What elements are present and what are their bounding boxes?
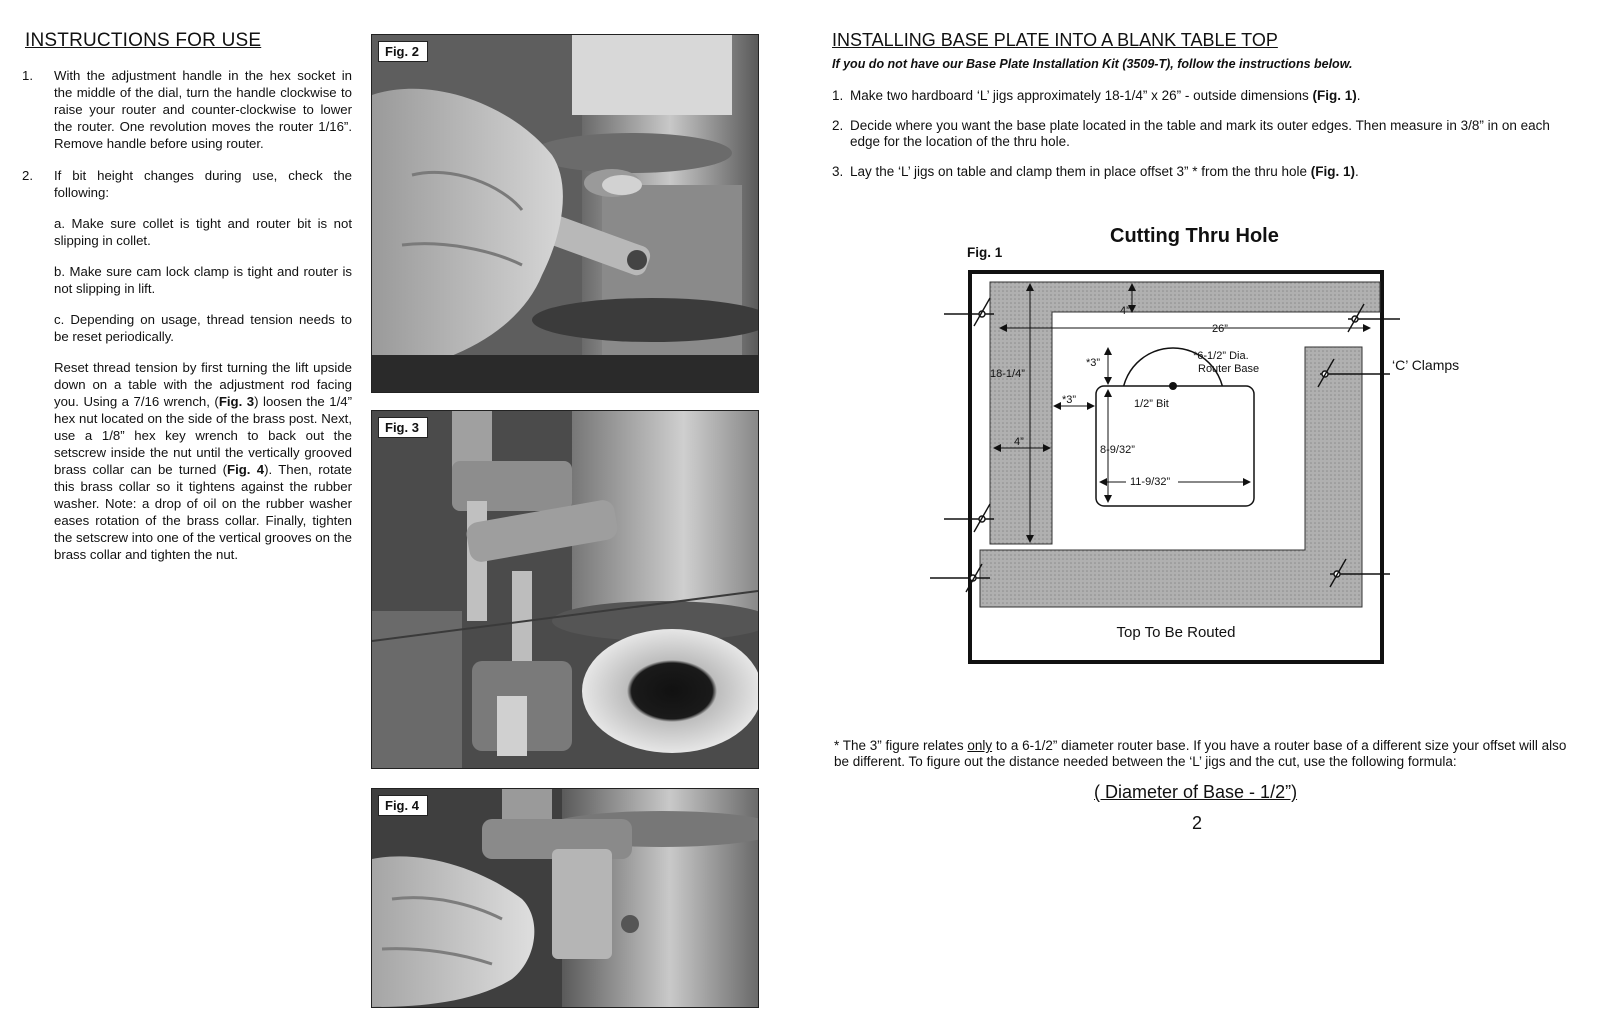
page-number: 2 (1192, 813, 1203, 833)
fig3-label: Fig. 3 (378, 417, 428, 438)
instruction-number: 1. (22, 68, 33, 83)
reset-text-1: Reset thread tension by first turning the lift upside down on a table with the adjustment rod facing you. Using a 7/16 wrench, ( (54, 360, 352, 409)
formula: ( Diameter of Base - 1/2”) (1094, 782, 1298, 802)
photo-fig3 (371, 410, 759, 769)
photo-fig3-image (372, 411, 758, 768)
bit-label: 1/2” Bit (1134, 398, 1169, 410)
diagram-title: Cutting Thru Hole (1110, 225, 1279, 247)
step-body: Lay the ‘L’ jigs on table and clamp them in place offset 3” * from the thru hole (850, 164, 1311, 179)
dim-8: 8-9/32” (1100, 444, 1135, 456)
fig1-label: Fig. 1 (967, 245, 1003, 260)
sub-item-c: c. Depending on usage, thread tension needs to be reset periodically. (54, 312, 352, 344)
dim-11: 11-9/32” (1130, 476, 1171, 488)
fig4-ref: Fig. 4 (227, 462, 265, 477)
kit-note: If you do not have our Base Plate Installation Kit (3509-T), follow the instructions below. (832, 57, 1353, 71)
step-1 (832, 88, 1572, 104)
top-to-be-routed-label: Top To Be Routed (1116, 624, 1236, 641)
step-3 (832, 164, 1572, 180)
step-2 (832, 118, 1572, 150)
instruction-intro: If bit height changes during use, check the following: (54, 168, 352, 200)
instruction-item-2 (22, 167, 352, 563)
photo-fig2 (371, 34, 759, 393)
fig3-ref: Fig. 3 (218, 394, 255, 409)
dim-26: 26” (1212, 323, 1228, 335)
installing-heading: INSTALLING BASE PLATE INTO A BLANK TABLE TOP (832, 30, 1278, 50)
instruction-text: With the adjustment handle in the hex socket in the middle of the dial, turn the handle clockwise to raise your router and counter-clockwise to lower the router. One revolution moves the router 1/16”. Remove handle before using router. (54, 68, 352, 151)
thru-hole-diagram (930, 262, 1470, 682)
dim-18: 18-1/4” (990, 368, 1025, 380)
dim-3-vertical: *3” (1086, 357, 1101, 369)
dim-3-horizontal: *3” (1062, 394, 1077, 406)
sub-item-a: a. Make sure collet is tight and router bit is not slipping in collet. (54, 216, 352, 248)
step-number: 2. (832, 118, 844, 133)
step-text (850, 88, 1361, 104)
instructions-heading: INSTRUCTIONS FOR USE (25, 30, 262, 51)
router-base-label: *6-1/2” Dia. (1193, 350, 1249, 362)
step-number: 1. (832, 88, 844, 103)
step-tail: . (1356, 88, 1361, 103)
sub-item-b: b. Make sure cam lock clamp is tight and router is not slipping in lift. (54, 264, 352, 296)
footnote (834, 738, 1574, 770)
fig4-label: Fig. 4 (378, 795, 428, 816)
instruction-item-1 (22, 67, 352, 152)
footnote-only: only (967, 738, 993, 753)
dim-4-left: 4” (1014, 436, 1024, 448)
footnote-post: to a 6-1/2” diameter router base. If you have a router base of a different size your offset will also be different. To figure out the distance needed between the ‘L’ jigs and the cut, use the following formula: (834, 738, 1567, 769)
step-body: Decide where you want the base plate located in the table and mark its outer edges. Then measure in 3/8” in on each edge for the location of the thru hole. (850, 118, 1550, 149)
c-clamps-label: ‘C’ Clamps (1392, 357, 1460, 373)
step-body: Make two hardboard ‘L’ jigs approximately 18-1/4” x 26” - outside dimensions (850, 88, 1313, 103)
step-ref: (Fig. 1) (1310, 164, 1356, 179)
footnote-pre: * The 3” figure relates (834, 738, 968, 753)
step-text (850, 164, 1359, 180)
step-tail: . (1355, 164, 1359, 179)
reset-text-3: ). Then, rotate this brass collar so it tightens against the rubber washer. Note: a drop of oil on the rubber washer eases rotation of the brass collar. Finally, tighten the setscrew into one of the vertical grooves on the brass collar and tighten the nut. (54, 462, 353, 562)
step-number: 3. (832, 164, 844, 179)
photo-fig4-image (372, 789, 758, 1007)
instruction-number: 2. (22, 168, 33, 183)
router-base-label-2: Router Base (1198, 363, 1260, 375)
instructions-list (22, 67, 352, 578)
dim-4-top: 4” (1120, 305, 1130, 317)
photo-fig4 (371, 788, 759, 1008)
reset-text-2: ) loosen the 1/4” hex nut located on the side of the brass post. Next, use a 1/8” hex key wrench to back out the setscrew inside the nut until the vertically grooved brass collar can be turned ( (54, 394, 352, 477)
step-text (850, 118, 1572, 150)
step-ref: (Fig. 1) (1312, 88, 1357, 103)
photo-fig2-image (372, 35, 758, 392)
instruction-text (54, 167, 352, 563)
reset-paragraph (54, 359, 352, 563)
installation-steps (832, 88, 1572, 194)
fig2-label: Fig. 2 (378, 41, 428, 62)
